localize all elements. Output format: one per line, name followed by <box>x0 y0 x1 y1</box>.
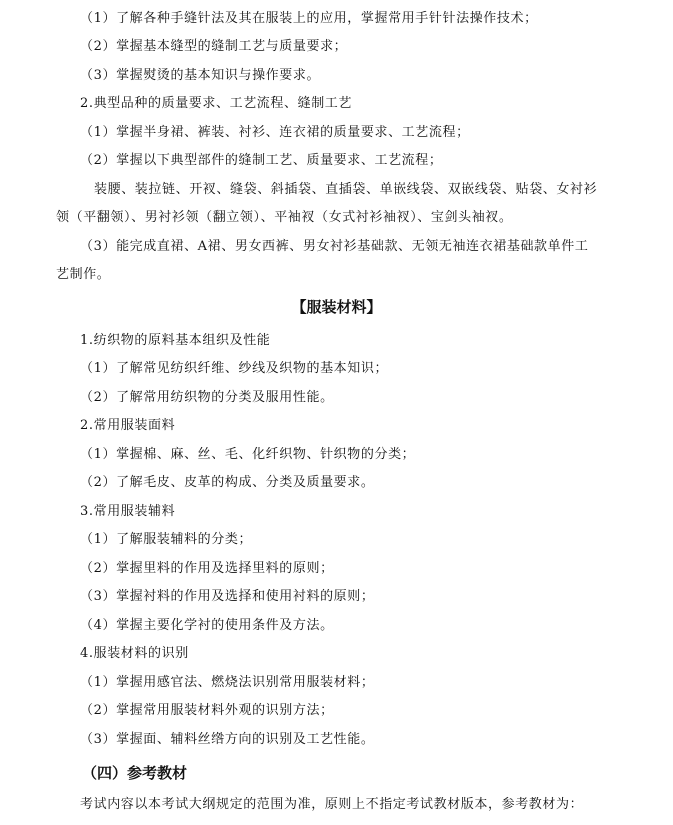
paragraph-line: （3）掌握熨烫的基本知识与操作要求。 <box>80 68 321 83</box>
paragraph-line: （2）掌握以下典型部件的缝制工艺、质量要求、工艺流程； <box>80 153 443 168</box>
paragraph-line: （2）掌握里料的作用及选择里料的原则； <box>80 561 334 576</box>
paragraph-line: 领（平翻领）、男衬衫领（翻立领）、平袖衩（女式衬衫袖衩）、宝剑头袖衩。 <box>56 210 513 225</box>
item-heading: 2.常用服装面料 <box>80 418 176 433</box>
paragraph-line: （1）了解服装辅料的分类； <box>80 532 253 547</box>
paragraph-line: （1）了解各种手缝针法及其在服装上的应用，掌握常用手针针法操作技术； <box>80 11 538 26</box>
paragraph-line: （3）掌握面、辅料丝绺方向的识别及工艺性能。 <box>80 732 375 747</box>
paragraph-line: （1）了解常见纺织纤维、纱线及织物的基本知识； <box>80 361 389 376</box>
paragraph-line: （2）了解毛皮、皮革的构成、分类及质量要求。 <box>80 475 375 490</box>
paragraph-line: 装腰、装拉链、开衩、缝袋、斜插袋、直插袋、单嵌线袋、双嵌线袋、贴袋、女衬衫 <box>94 182 598 197</box>
paragraph-line: 考试内容以本考试大纲规定的范围为准，原则上不指定考试教材版本，参考教材为： <box>80 797 584 812</box>
item-heading: 2.典型品种的质量要求、工艺流程、缝制工艺 <box>80 96 353 111</box>
paragraph-line: （4）掌握主要化学衬的使用条件及方法。 <box>80 618 334 633</box>
paragraph-line: （1）掌握棉、麻、丝、毛、化纤织物、针织物的分类； <box>80 447 416 462</box>
item-heading: 4.服装材料的识别 <box>80 646 189 661</box>
section-title: 【服装材料】 <box>291 298 382 316</box>
item-heading: 3.常用服装辅料 <box>80 504 176 519</box>
item-heading: 1.纺织物的原料基本组织及性能 <box>80 333 271 348</box>
paragraph-line: （2）了解常用纺织物的分类及服用性能。 <box>80 390 334 405</box>
paragraph-line: （1）掌握用感官法、燃烧法识别常用服装材料； <box>80 675 375 690</box>
paragraph-line: 艺制作。 <box>56 267 111 282</box>
paragraph-line: （2）掌握常用服装材料外观的识别方法； <box>80 703 334 718</box>
subsection-title: （四）参考教材 <box>82 764 188 782</box>
paragraph-line: （1）掌握半身裙、裤装、衬衫、连衣裙的质量要求、工艺流程； <box>80 125 470 140</box>
paragraph-line: （2）掌握基本缝型的缝制工艺与质量要求； <box>80 39 348 54</box>
paragraph-line: （3）能完成直裙、A裙、男女西裤、男女衬衫基础款、无领无袖连衣裙基础款单件工 <box>80 239 589 254</box>
paragraph-line: （3）掌握衬料的作用及选择和使用衬料的原则； <box>80 589 375 604</box>
